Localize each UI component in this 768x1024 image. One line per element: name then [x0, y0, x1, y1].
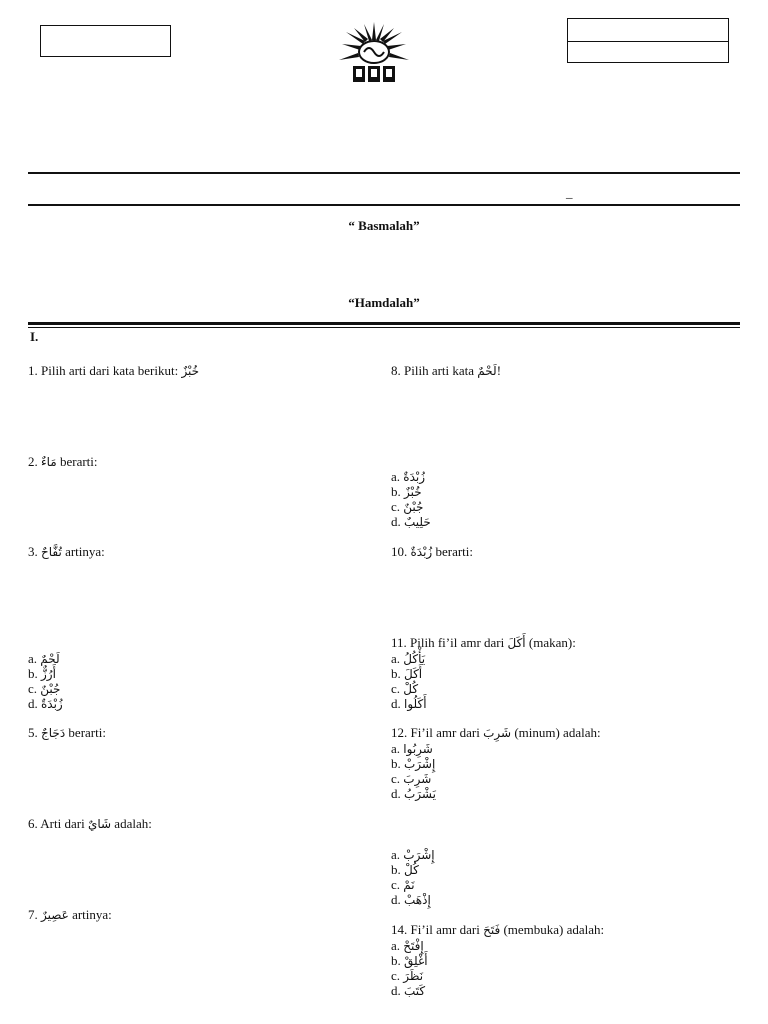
- question-text: 12. Fi’il amr dari: [391, 725, 484, 740]
- question-text: 1. Pilih arti dari kata berikut:: [28, 363, 182, 378]
- arabic-word: خُبْزٌ: [181, 364, 200, 378]
- question-suffix: !: [496, 363, 502, 378]
- option-label: a.: [391, 469, 404, 484]
- option-label: c.: [391, 499, 404, 514]
- question-suffix: (makan):: [525, 635, 576, 650]
- arabic-word: زُبْدَةٌ: [410, 545, 433, 559]
- option-label: b.: [391, 756, 404, 771]
- option-d: [391, 786, 436, 802]
- header-rule-bottom: [28, 204, 740, 206]
- arabic-word: أَكَلُوا: [404, 697, 427, 711]
- question-3: [28, 544, 105, 560]
- arabic-word: كَتَبَ: [404, 984, 426, 998]
- question-14: [391, 922, 604, 938]
- option-c: [391, 771, 431, 787]
- arabic-word: خُبْزٌ: [404, 485, 422, 499]
- question-text: 14. Fi’il amr dari: [391, 922, 484, 937]
- option-label: a.: [391, 741, 404, 756]
- question-8: [391, 363, 501, 379]
- question-text: 3.: [28, 544, 41, 559]
- basmalah-label: “ Basmalah”: [348, 218, 420, 233]
- option-a: [391, 741, 433, 757]
- underscore-mark: _: [566, 185, 573, 200]
- arabic-word: أَغْلِقْ: [404, 954, 428, 968]
- muhammadiyah-sun-logo-icon: [336, 22, 412, 86]
- arabic-word: أَكَلَ: [507, 636, 526, 650]
- option-b: [391, 862, 419, 878]
- option-label: d.: [28, 696, 41, 711]
- option-b: [391, 666, 422, 682]
- arabic-word: كُلْ: [403, 682, 419, 696]
- option-c: [391, 499, 423, 515]
- option-b: [391, 756, 435, 772]
- option-label: a.: [28, 651, 41, 666]
- option-label: c.: [391, 771, 404, 786]
- question-10: [391, 544, 473, 560]
- option-label: c.: [391, 681, 404, 696]
- option-label: b.: [28, 666, 41, 681]
- option-a: [391, 847, 435, 863]
- option-c: [391, 681, 418, 697]
- question-suffix: artinya:: [68, 907, 112, 922]
- question-5: [28, 725, 106, 741]
- option-label: b.: [391, 666, 404, 681]
- option-label: d.: [391, 892, 404, 907]
- option-b: [391, 953, 428, 969]
- arabic-word: إِشْرَبْ: [404, 757, 436, 771]
- arabic-word: فَتَحَ: [483, 923, 501, 937]
- option-d: [391, 696, 427, 712]
- option-label: c.: [391, 877, 404, 892]
- option-d: [391, 892, 431, 908]
- name-box: [40, 25, 171, 57]
- arabic-word: شَايٌ: [87, 817, 112, 831]
- question-suffix: (minum) adalah:: [511, 725, 601, 740]
- arabic-word: تُفَّاحٌ: [41, 545, 62, 559]
- question-1: [28, 363, 199, 379]
- option-label: b.: [391, 862, 404, 877]
- arabic-word: جُبْنٌ: [403, 500, 424, 514]
- question-7: [28, 907, 112, 923]
- option-c: [28, 681, 60, 697]
- option-label: d.: [391, 514, 404, 529]
- question-11: [391, 635, 576, 651]
- option-label: c.: [391, 968, 404, 983]
- option-label: a.: [391, 651, 404, 666]
- option-b: [391, 484, 422, 500]
- section-rule-thin: [28, 327, 740, 328]
- option-d: [391, 514, 431, 530]
- arabic-word: إِشْرَبْ: [403, 848, 435, 862]
- question-text: 6. Arti dari: [28, 816, 88, 831]
- question-6: [28, 816, 152, 832]
- option-label: d.: [391, 696, 404, 711]
- question-text: 8. Pilih arti kata: [391, 363, 478, 378]
- question-text: 5.: [28, 725, 41, 740]
- option-c: [391, 877, 415, 893]
- question-12: [391, 725, 601, 741]
- arabic-word: نَمْ: [403, 878, 415, 892]
- question-text: 2.: [28, 454, 41, 469]
- arabic-word: جُبْنٌ: [40, 682, 61, 696]
- info-box-top: [567, 18, 729, 42]
- header-rule-top: [28, 172, 740, 174]
- arabic-word: لَحْمٌ: [40, 652, 60, 666]
- question-suffix: artinya:: [61, 544, 105, 559]
- option-label: d.: [391, 983, 404, 998]
- option-label: a.: [391, 938, 404, 953]
- section-rule-thick: [28, 322, 740, 325]
- arabic-word: يَشْرَبُ: [404, 787, 436, 801]
- question-2: [28, 454, 98, 470]
- question-suffix: adalah:: [111, 816, 152, 831]
- question-suffix: berarti:: [432, 544, 474, 559]
- option-a: [391, 469, 425, 485]
- arabic-word: إِفْتَحْ: [403, 939, 424, 953]
- arabic-word: كُلْ: [404, 863, 419, 877]
- question-suffix: (membuka) adalah:: [500, 922, 605, 937]
- option-label: a.: [391, 847, 404, 862]
- arabic-word: عَصِيرٌ: [41, 908, 69, 922]
- option-label: b.: [391, 484, 404, 499]
- option-a: [391, 651, 425, 667]
- question-suffix: berarti:: [65, 725, 106, 740]
- arabic-word: أَرُزٌّ: [41, 667, 56, 681]
- info-box-bottom: [567, 42, 729, 63]
- option-label: d.: [391, 786, 404, 801]
- option-a: [28, 651, 60, 667]
- arabic-word: زُبْدَةٌ: [41, 697, 63, 711]
- question-text: 7.: [28, 907, 41, 922]
- arabic-word: شَرِبُوا: [403, 742, 433, 756]
- question-text: 10.: [391, 544, 411, 559]
- arabic-word: يَأْكُلُ: [403, 652, 426, 666]
- arabic-word: نَظَرَ: [403, 969, 424, 983]
- arabic-word: شَرِبَ: [403, 772, 432, 786]
- section-number: I.: [30, 329, 39, 344]
- question-text: 11. Pilih fi’il amr dari: [391, 635, 508, 650]
- option-label: c.: [28, 681, 41, 696]
- arabic-word: زُبْدَةٌ: [403, 470, 426, 484]
- arabic-word: مَاءٌ: [41, 455, 57, 469]
- arabic-word: لَحْمٌ: [477, 364, 497, 378]
- arabic-word: حَلِيبٌ: [404, 515, 431, 529]
- arabic-word: إِذْهَبْ: [404, 893, 431, 907]
- option-d: [28, 696, 63, 712]
- arabic-word: شَرِبَ: [483, 726, 512, 740]
- arabic-word: أَكَلَ: [404, 667, 423, 681]
- option-c: [391, 968, 423, 984]
- option-label: b.: [391, 953, 404, 968]
- option-d: [391, 983, 425, 999]
- question-suffix: berarti:: [56, 454, 98, 469]
- hamdalah-label: “Hamdalah”: [348, 295, 420, 310]
- option-b: [28, 666, 56, 682]
- arabic-word: دَجَاجٌ: [41, 726, 66, 740]
- option-a: [391, 938, 424, 954]
